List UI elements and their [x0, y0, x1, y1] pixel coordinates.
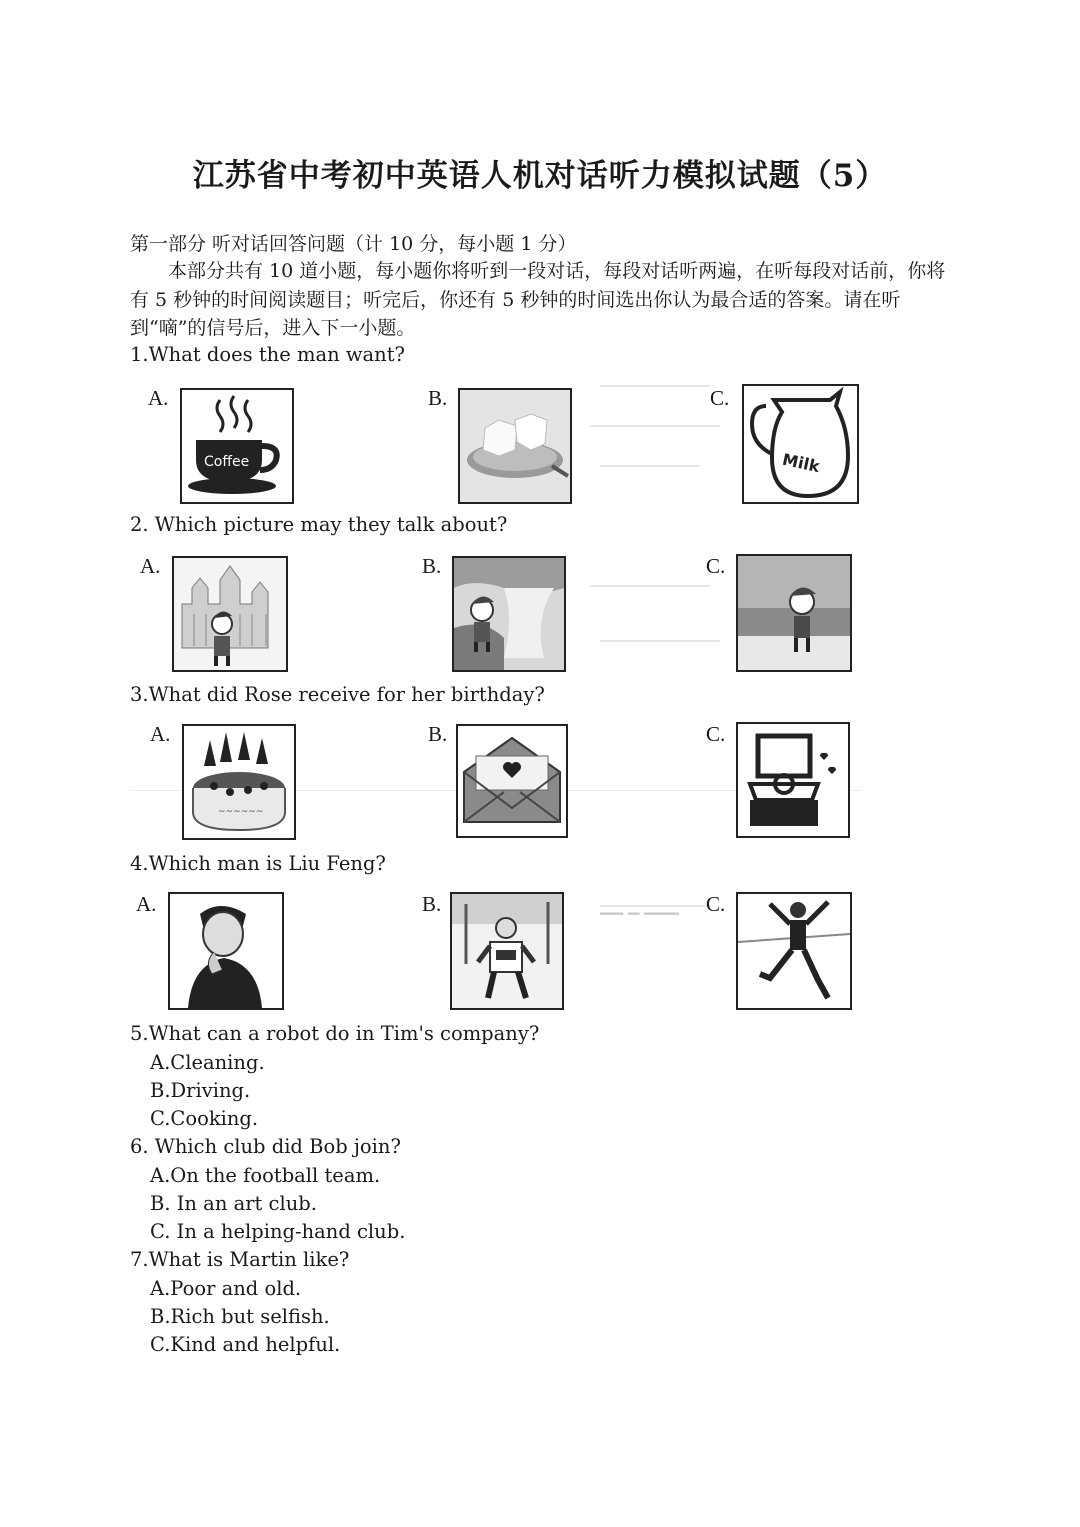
option-letter: A.	[140, 554, 161, 578]
q7-option-a[interactable]: A.Poor and old.	[150, 1277, 302, 1300]
option-letter: C.	[706, 722, 726, 746]
coffee-cup-picture[interactable]	[180, 388, 294, 504]
bleed-through-text: ▁▁ ▁ ▁▁▁	[600, 897, 679, 915]
section-instruction: 本部分共有 10 道小题，每小题你将听到一段对话，每段对话听两遍，在听每段对话前，你将有 5 秒钟的时间阅读题目；听完后，你还有 5 秒钟的时间选出你认为最合适的答案。请在听到“嘀”的信号后，进入下一小题。	[130, 260, 946, 339]
q5-option-a[interactable]: A.Cleaning.	[150, 1051, 265, 1074]
section-heading: 第一部分 听对话回答问题（计 10 分，每小题 1 分）	[130, 233, 577, 255]
marathon-runner-picture[interactable]	[450, 892, 564, 1010]
tired-man-picture[interactable]	[168, 892, 284, 1010]
birthday-cake-picture[interactable]	[182, 724, 296, 840]
boy-at-castle-picture[interactable]	[172, 556, 288, 672]
question-2: 2. Which picture may they talk about?	[130, 513, 508, 536]
option-letter: B.	[428, 722, 448, 746]
option-letter: B.	[422, 554, 442, 578]
question-4: 4.Which man is Liu Feng?	[130, 852, 386, 875]
option-letter: B.	[422, 892, 442, 916]
option-letter: C.	[706, 554, 726, 578]
question-5: 5.What can a robot do in Tim's company?	[130, 1022, 540, 1045]
q6-option-b[interactable]: B. In an art club.	[150, 1192, 317, 1215]
question-6: 6. Which club did Bob join?	[130, 1135, 401, 1158]
q6-option-a[interactable]: A.On the football team.	[150, 1164, 381, 1187]
q7-option-b[interactable]: B.Rich but selfish.	[150, 1305, 330, 1328]
option-letter: C.	[710, 386, 730, 410]
option-letter: C.	[706, 892, 726, 916]
love-letter-picture[interactable]	[456, 724, 568, 838]
ring-box-picture[interactable]	[736, 722, 850, 838]
milk-jug-picture[interactable]	[742, 384, 859, 504]
sprinter-finish-picture[interactable]	[736, 892, 852, 1010]
sugar-cubes-picture[interactable]	[458, 388, 572, 504]
q5-option-c[interactable]: C.Cooking.	[150, 1107, 259, 1130]
svg-text:~~~~~~: ~~~~~~	[218, 807, 264, 817]
coffee-label: Coffee	[204, 454, 250, 470]
q7-option-c[interactable]: C.Kind and helpful.	[150, 1333, 341, 1356]
option-letter: A.	[150, 722, 171, 746]
boy-at-waterfall-picture[interactable]	[452, 556, 566, 672]
boy-at-beach-picture[interactable]	[736, 554, 852, 672]
q6-option-c[interactable]: C. In a helping-hand club.	[150, 1220, 406, 1243]
milk-label: Milk	[780, 449, 822, 477]
question-1: 1.What does the man want?	[130, 343, 406, 366]
q5-option-b[interactable]: B.Driving.	[150, 1079, 251, 1102]
question-7: 7.What is Martin like?	[130, 1248, 350, 1271]
option-letter: A.	[148, 386, 169, 410]
question-3: 3.What did Rose receive for her birthday?	[130, 683, 545, 706]
option-letter: A.	[136, 892, 157, 916]
option-letter: B.	[428, 386, 448, 410]
page-title: 江苏省中考初中英语人机对话听力模拟试题（5）	[192, 158, 888, 194]
